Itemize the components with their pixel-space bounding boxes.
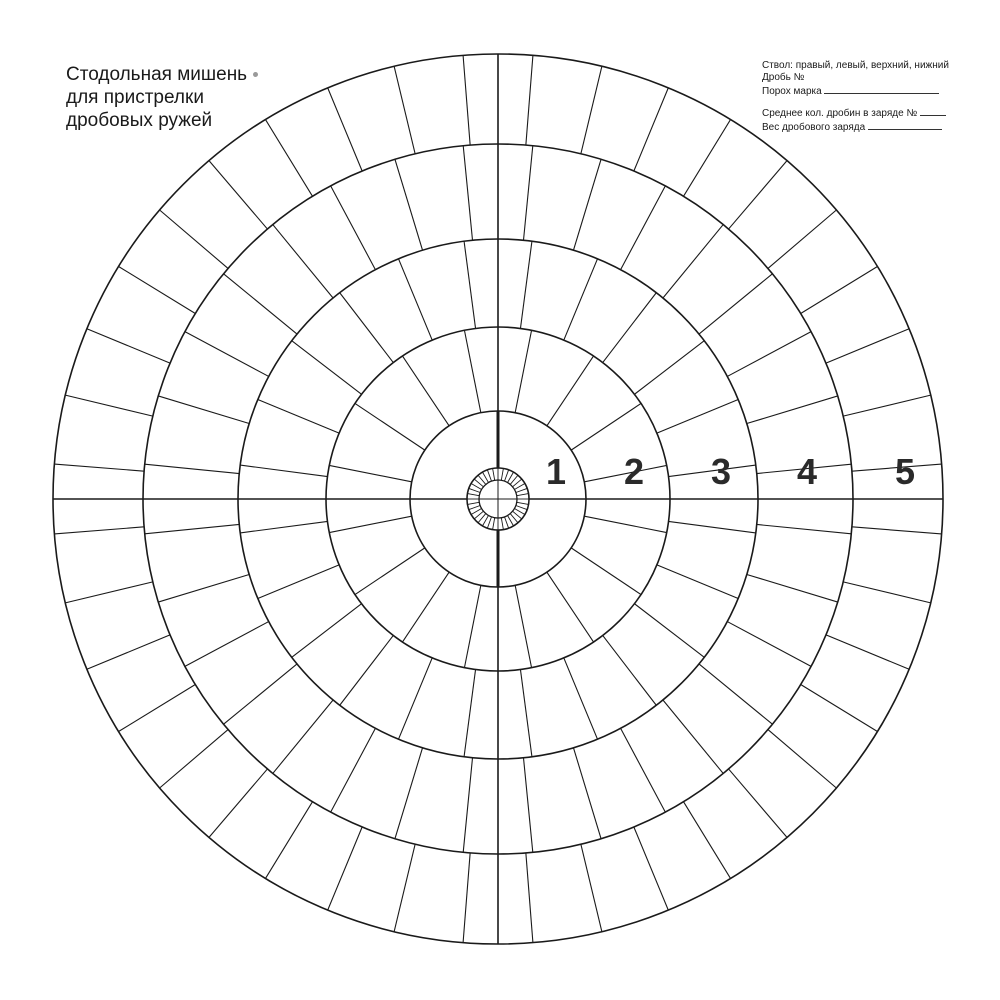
sector-divider xyxy=(158,574,249,602)
sector-divider xyxy=(729,769,787,837)
sector-divider xyxy=(258,565,339,599)
sector-divider xyxy=(683,802,730,879)
sector-divider xyxy=(634,827,668,910)
sector-divider xyxy=(355,403,425,450)
sector-divider xyxy=(699,274,772,334)
sector-divider xyxy=(621,728,666,812)
sector-divider xyxy=(657,565,738,599)
powder-line xyxy=(762,84,952,98)
sector-divider xyxy=(65,582,153,603)
sector-divider xyxy=(464,670,475,757)
sector-divider xyxy=(571,403,641,450)
sector-divider xyxy=(265,120,312,197)
sector-divider xyxy=(402,572,449,642)
shot-label: Дробь № xyxy=(762,72,805,83)
sector-divider xyxy=(224,664,297,724)
sector-divider xyxy=(119,266,196,313)
avg-pellets-line xyxy=(762,106,952,120)
sector-divider xyxy=(209,161,267,229)
target-title xyxy=(66,63,247,132)
center-bullseye xyxy=(467,468,529,530)
sector-divider xyxy=(329,516,411,532)
sector-divider xyxy=(463,55,470,145)
sector-divider xyxy=(160,730,228,788)
sector-divider xyxy=(65,395,153,416)
sector-divider xyxy=(852,527,942,534)
sector-divider xyxy=(402,356,449,426)
title-line-2: для пристрелки xyxy=(66,87,204,108)
sector-divider xyxy=(185,622,269,667)
zone-label-2: 2 xyxy=(623,451,645,492)
sector-divider xyxy=(669,521,756,532)
sector-divider xyxy=(328,827,362,910)
sector-divider xyxy=(258,400,339,434)
sector-divider xyxy=(340,293,394,363)
info-panel xyxy=(762,60,952,134)
title-line-1: Стодольная мишень xyxy=(66,64,248,85)
sector-divider xyxy=(355,548,425,595)
sector-divider xyxy=(523,146,532,241)
sector-divider xyxy=(634,604,704,658)
sector-divider xyxy=(526,55,533,145)
sector-divider xyxy=(463,853,470,943)
sector-divider xyxy=(395,748,423,839)
sector-divider xyxy=(581,844,602,932)
sector-divider xyxy=(547,356,594,426)
sector-divider xyxy=(331,728,376,812)
charge-weight-label: Вес дробового заряда xyxy=(762,122,866,133)
sector-divider xyxy=(145,524,240,533)
sector-divider xyxy=(119,684,196,731)
sector-divider xyxy=(526,853,533,943)
sector-divider xyxy=(515,585,531,667)
sector-divider xyxy=(757,524,852,533)
sector-divider xyxy=(547,572,594,642)
zone-label-5: 5 xyxy=(894,451,916,492)
sector-divider xyxy=(584,516,666,532)
sector-divider xyxy=(464,241,475,328)
sector-divider xyxy=(657,400,738,434)
sector-divider xyxy=(240,465,327,476)
sector-divider xyxy=(573,159,601,250)
zone-label-1: 1 xyxy=(545,451,567,492)
sector-divider xyxy=(394,844,415,932)
sector-divider xyxy=(331,186,376,270)
sector-divider xyxy=(727,622,811,667)
sector-divider xyxy=(603,293,657,363)
shot-line xyxy=(762,72,952,84)
sector-divider xyxy=(747,396,838,424)
sector-divider xyxy=(292,604,362,658)
sector-divider xyxy=(464,330,480,412)
sector-divider xyxy=(54,527,144,534)
sector-divider xyxy=(571,548,641,595)
sector-divider xyxy=(603,635,657,705)
sector-divider xyxy=(747,574,838,602)
sector-divider xyxy=(340,635,394,705)
sector-divider xyxy=(634,88,668,171)
sector-divider xyxy=(634,341,704,395)
sector-divider xyxy=(273,700,333,773)
sector-divider xyxy=(520,241,531,328)
sector-divider xyxy=(265,802,312,879)
sector-divider xyxy=(395,159,423,250)
sector-divider xyxy=(843,582,931,603)
powder-label: Порох марка xyxy=(762,86,822,97)
zone-label-3: 3 xyxy=(710,451,732,492)
sector-divider xyxy=(801,684,878,731)
powder-blank xyxy=(824,84,939,94)
charge-weight-line xyxy=(762,120,952,134)
sector-divider xyxy=(463,146,472,241)
sector-divider xyxy=(621,186,666,270)
sector-divider xyxy=(399,259,433,340)
sector-divider xyxy=(826,329,909,363)
sector-divider xyxy=(463,758,472,853)
sector-divider xyxy=(87,329,170,363)
barrel-line: Ствол: правый, левый, верхний, нижний xyxy=(762,60,949,71)
sector-divider xyxy=(273,225,333,298)
sector-divider xyxy=(581,66,602,154)
sector-divider xyxy=(185,332,269,377)
sector-divider xyxy=(464,585,480,667)
zone-label-4: 4 xyxy=(796,451,818,492)
sector-divider xyxy=(729,161,787,229)
sector-divider xyxy=(145,464,240,473)
sector-divider xyxy=(523,758,532,853)
sector-divider xyxy=(826,635,909,669)
dot-icon xyxy=(253,72,258,77)
sector-divider xyxy=(768,210,836,268)
title-line-3: дробовых ружей xyxy=(66,110,213,131)
sector-divider xyxy=(727,332,811,377)
sector-divider xyxy=(564,259,598,340)
sector-divider xyxy=(520,670,531,757)
sector-divider xyxy=(224,274,297,334)
sector-divider xyxy=(663,700,723,773)
sector-divider xyxy=(573,748,601,839)
sector-divider xyxy=(329,465,411,481)
sector-divider xyxy=(87,635,170,669)
sector-divider xyxy=(801,266,878,313)
sector-divider xyxy=(54,464,144,471)
sector-divider xyxy=(683,120,730,197)
sector-divider xyxy=(843,395,931,416)
sector-divider xyxy=(160,210,228,268)
charge-weight-blank xyxy=(868,120,942,130)
sector-divider xyxy=(663,225,723,298)
sector-divider xyxy=(699,664,772,724)
sector-divider xyxy=(328,88,362,171)
sector-divider xyxy=(292,341,362,395)
sector-divider xyxy=(240,521,327,532)
avg-pellets-label: Среднее кол. дробин в заряде № xyxy=(762,108,918,119)
sector-divider xyxy=(399,658,433,739)
sector-divider xyxy=(158,396,249,424)
sector-divider xyxy=(768,730,836,788)
avg-pellets-blank xyxy=(920,106,946,116)
sector-divider xyxy=(209,769,267,837)
sector-divider xyxy=(515,330,531,412)
sector-divider xyxy=(564,658,598,739)
sector-divider xyxy=(394,66,415,154)
